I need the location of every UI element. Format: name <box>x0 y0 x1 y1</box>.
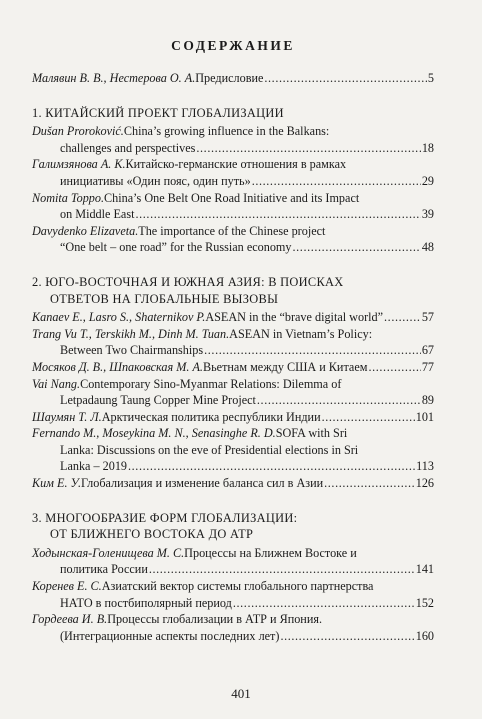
section-heading <box>32 274 434 307</box>
entry-title: Between Two Chairmanships <box>60 343 204 358</box>
dot-leader <box>233 595 415 612</box>
toc-entry <box>32 190 434 223</box>
toc-entry-line <box>32 223 434 240</box>
dot-leader <box>135 206 420 223</box>
entry-title: Процессы глобализации в АТР и Япония. <box>107 612 323 627</box>
toc-entry-line <box>32 595 434 612</box>
entry-author: Мосяков Д. В., Шпаковская М. А. <box>32 359 203 374</box>
toc-entry-line <box>32 123 434 140</box>
toc-entry-line <box>32 239 434 256</box>
entry-title: Арктическая политика республики Индии <box>101 409 321 424</box>
toc-entry-line <box>32 425 434 442</box>
entry-title: Процессы на Ближнем Востоке и <box>184 545 357 560</box>
entry-page-number: 160 <box>415 628 434 643</box>
entry-author: Dušan Proroković. <box>32 124 124 139</box>
toc-entry-line <box>32 442 434 459</box>
entry-author: Nomita Toppo. <box>32 190 105 205</box>
toc-entry-line <box>32 561 434 578</box>
entry-title: on Middle East <box>60 207 135 222</box>
section-heading-line: 3. МНОГООБРАЗИЕ ФОРМ ГЛОБАЛИЗАЦИИ: <box>32 510 298 525</box>
entry-title: политика России <box>60 562 148 577</box>
entry-title: China’s One Belt One Road Initiative and its Impact <box>104 190 360 205</box>
toc-entry-line <box>32 409 434 426</box>
toc-entry <box>32 409 434 426</box>
entry-author: Vai Nang. <box>32 376 81 391</box>
entry-author: Ким Е. У. <box>32 476 82 491</box>
entry-title: инициативы «Один пояс, один путь» <box>60 173 251 188</box>
entry-author: Kanaev E., Lasro S., Shaternikov P. <box>32 310 206 325</box>
entry-page-number: 29 <box>421 173 434 188</box>
toc-entry <box>32 376 434 409</box>
toc-entry <box>32 475 434 492</box>
dot-leader <box>280 628 414 645</box>
entry-author: Ходынская-Голенищева М. С. <box>32 545 185 560</box>
section-heading <box>32 105 434 122</box>
toc-entry-line <box>32 376 434 393</box>
entry-title: “One belt – one road” for the Russian economy <box>60 240 292 255</box>
entry-author: Fernando M., Moseykina M. N., Senasinghe R. D. <box>32 426 276 441</box>
toc-entry-line <box>32 475 434 492</box>
toc-entry <box>32 223 434 256</box>
toc-entry <box>32 123 434 156</box>
entry-author: Гордеева И. В. <box>32 612 108 627</box>
section-heading-line: ОТВЕТОВ НА ГЛОБАЛЬНЫЕ ВЫЗОВЫ <box>50 291 279 306</box>
section-heading-line: ОТ БЛИЖНЕГО ВОСТОКА ДО АТР <box>50 527 254 542</box>
section-heading <box>32 510 434 543</box>
entry-page-number: 48 <box>421 240 434 255</box>
page-title: СОДЕРЖАНИЕ <box>171 38 295 53</box>
entry-title: ASEAN in Vietnam’s Policy: <box>229 326 373 341</box>
entry-title: Китайско-германские отношения в рамках <box>125 157 347 172</box>
toc-entry-line <box>32 611 434 628</box>
dot-leader <box>196 140 420 157</box>
entry-title: Lanka: Discussions on the eve of Presidential elections in Sri <box>60 442 359 457</box>
toc-entry-line <box>32 173 434 190</box>
toc-entry <box>32 359 434 376</box>
entry-page-number: 77 <box>421 359 434 374</box>
entry-title: Contemporary Sino-Myanmar Relations: Dilemma of <box>80 376 342 391</box>
toc-entry-line <box>32 545 434 562</box>
dot-leader <box>264 70 427 87</box>
toc-entry-line <box>32 206 434 223</box>
entry-page-number: 67 <box>421 343 434 358</box>
entry-author: Шаумян Т. Л. <box>32 409 102 424</box>
entry-title: China’s growing influence in the Balkans: <box>123 124 330 139</box>
entry-author: Коренев Е. С. <box>32 579 102 594</box>
toc-body <box>32 70 434 644</box>
toc-entry <box>32 425 434 475</box>
dot-leader <box>368 359 420 376</box>
toc-entry-line <box>32 392 434 409</box>
toc-entry-line <box>32 140 434 157</box>
entry-title: Предисловие <box>195 71 264 85</box>
entry-page-number: 39 <box>421 207 434 222</box>
entry-title: Lanka – 2019 <box>60 459 128 474</box>
toc-entry <box>32 578 434 611</box>
dot-leader <box>324 475 415 492</box>
section-heading-line: 1. КИТАЙСКИЙ ПРОЕКТ ГЛОБАЛИЗАЦИИ <box>32 105 284 120</box>
toc-entry-line <box>32 359 434 376</box>
dot-leader <box>149 561 415 578</box>
table-of-contents <box>32 38 434 644</box>
dot-leader <box>128 458 415 475</box>
dot-leader <box>204 342 421 359</box>
entry-page-number: 152 <box>415 595 434 610</box>
page-number: 401 <box>231 686 251 701</box>
entry-page-number: 89 <box>421 393 434 408</box>
entry-title: Letpadaung Taung Copper Mine Project <box>60 393 256 408</box>
toc-entry-line <box>32 578 434 595</box>
toc-entry <box>32 156 434 189</box>
toc-entry <box>32 611 434 644</box>
entry-author: Галимзянова А. К. <box>32 157 126 172</box>
entry-title: The importance of the Chinese project <box>138 223 326 238</box>
toc-entry-line <box>32 309 434 326</box>
entry-title: challenges and perspectives <box>60 140 196 155</box>
entry-title: ASEAN in the “brave digital world” <box>205 310 384 325</box>
entry-author: Trang Vu T., Terskikh M., Dinh M. Tuan. <box>32 326 230 341</box>
toc-entry <box>32 309 434 326</box>
entry-page-number: 18 <box>421 140 434 155</box>
toc-entry-line <box>32 156 434 173</box>
toc-entry-line <box>32 342 434 359</box>
toc-entry-line <box>32 70 434 87</box>
toc-entry <box>32 326 434 359</box>
entry-page-number: 141 <box>415 562 434 577</box>
entry-title: SOFA with Sri <box>275 426 348 441</box>
entry-author: Davydenko Elizaveta. <box>32 223 139 238</box>
toc-entry <box>32 70 434 87</box>
entry-title: НАТО в постбиполярный период <box>60 595 232 610</box>
section-heading-line: 2. ЮГО-ВОСТОЧНАЯ И ЮЖНАЯ АЗИЯ: В ПОИСКАХ <box>32 274 344 289</box>
entry-author: Малявин В. В., Нестерова О. А. <box>32 71 196 85</box>
entry-title: Вьетнам между США и Китаем <box>202 359 368 374</box>
entry-page-number: 57 <box>421 310 434 325</box>
entry-page-number: 113 <box>416 459 434 474</box>
entry-page-number: 101 <box>415 409 434 424</box>
dot-leader <box>384 309 421 326</box>
entry-title: (Интеграционные аспекты последних лет) <box>60 628 280 643</box>
entry-page-number: 5 <box>427 71 434 85</box>
toc-entry <box>32 545 434 578</box>
entry-title: Глобализация и изменение баланса сил в Азии <box>81 476 324 491</box>
toc-entry-line <box>32 326 434 343</box>
dot-leader <box>257 392 421 409</box>
dot-leader <box>293 239 421 256</box>
entry-title: Азиатский вектор системы глобального партнерства <box>101 579 374 594</box>
entry-page-number: 126 <box>415 476 434 491</box>
dot-leader <box>252 173 421 190</box>
toc-entry-line <box>32 458 434 475</box>
toc-entry-line <box>32 628 434 645</box>
toc-entry-line <box>32 190 434 207</box>
dot-leader <box>322 409 415 426</box>
